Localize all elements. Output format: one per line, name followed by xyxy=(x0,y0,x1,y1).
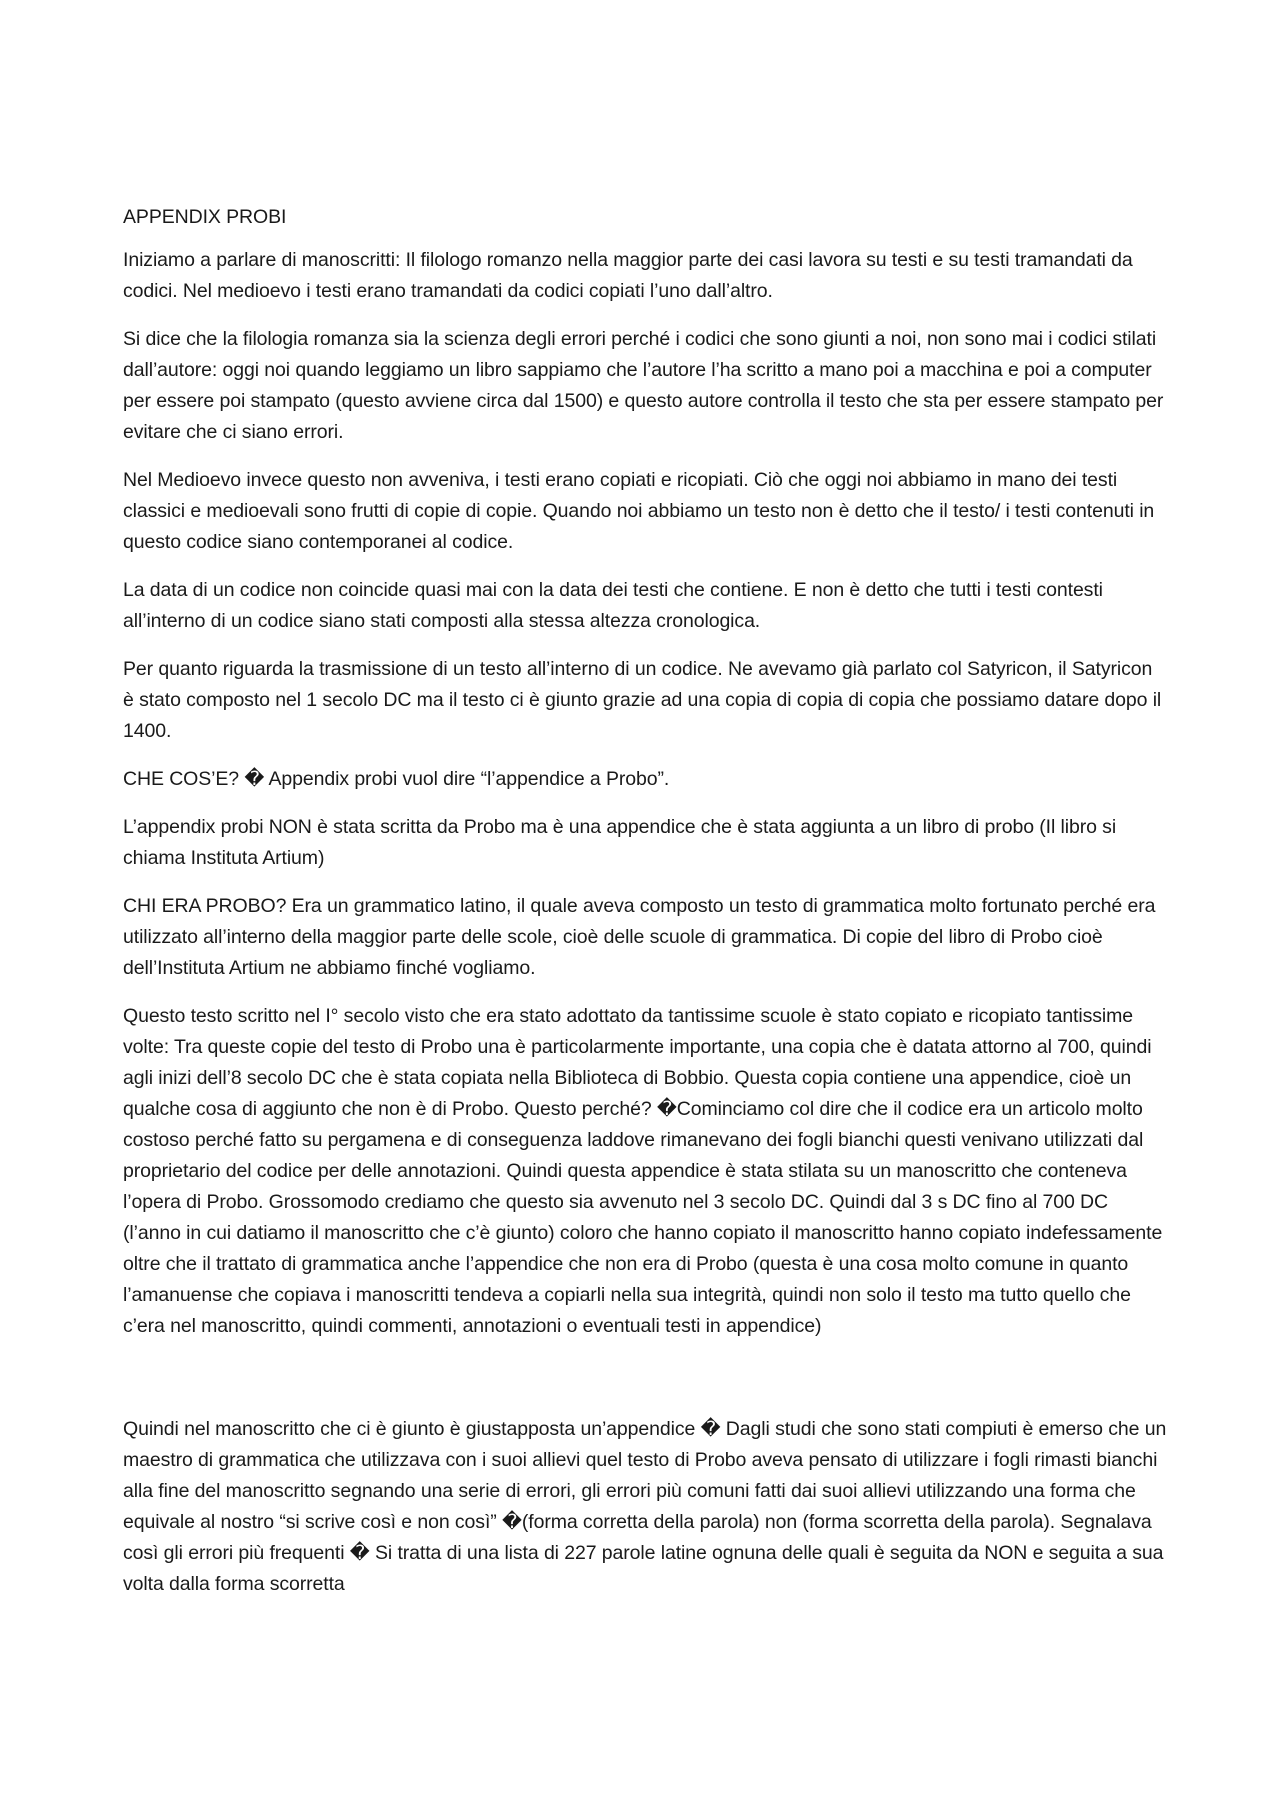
paragraph-medieval-copies: Nel Medioevo invece questo non avveniva, i testi erano copiati e ricopiati. Ciò che oggi noi abbiamo in mano dei testi classici e medioevali sono frutti di copie di copie. Quando noi abbiamo un testo non è detto che il testo/ i testi contenuti in questo codice siano contemporanei al codice. xyxy=(123,469,1155,553)
paragraph-what-is-it: CHE COS’E? � Appendix probi vuol dire “l’appendice a Probo”. xyxy=(123,768,670,790)
document-page xyxy=(123,204,1168,1617)
paragraph-appendix-errors: Quindi nel manoscritto che ci è giunto è giustapposta un’appendice � Dagli studi che sono stati compiuti è emerso che un maestro di grammatica che utilizzava con i suoi allievi quel testo di Probo aveva pensato di utilizzare i fogli rimasti bianchi alla fine del manoscritto segnando una serie di errori, gli errori più comuni fatti dai suoi allievi utilizzando una forma che equivale al nostro “si scrive così e non così” �(forma corretta della parola) non (forma scorretta della parola). Segnalava così gli errori più frequenti � Si tratta di una lista di 227 parole latine ognuna delle quali è seguita da NON e seguita a sua volta dalla forma scorretta xyxy=(123,1418,1167,1595)
paragraph-manuscripts-intro: Iniziamo a parlare di manoscritti: Il filologo romanzo nella maggior parte dei casi lavora su testi e su testi tramandati da codici. Nel medioevo i testi erano tramandati da codici copiati l’uno dall’altro. xyxy=(123,249,1133,302)
paragraph-who-was-probo: CHI ERA PROBO? Era un grammatico latino, il quale aveva composto un testo di grammatica molto fortunato perché era utilizzato all’interno della maggior parte delle scole, cioè delle scuole di grammatica. Di copie del libro di Probo cioè dell’Instituta Artium ne abbiamo finché vogliamo. xyxy=(123,895,1156,979)
paragraph-philology-errors: Si dice che la filologia romanza sia la scienza degli errori perché i codici che sono giunti a noi, non sono mai i codici stilati dall’autore: oggi noi quando leggiamo un libro sappiamo che l’autore l’ha scritto a mano poi a macchina e poi a computer per essere poi stampato (questo avviene circa dal 1500) e questo autore controlla il testo che sta per essere stampato per evitare che ci siano errori. xyxy=(123,328,1164,443)
blank-line xyxy=(123,1359,1168,1414)
paragraph-satyricon: Per quanto riguarda la trasmissione di un testo all’interno di un codice. Ne avevamo già parlato col Satyricon, il Satyricon è stato composto nel 1 secolo DC ma il testo ci è giunto grazie ad una copia di copia di copia che possiamo datare dopo il 1400. xyxy=(123,658,1162,742)
paragraph-codex-date: La data di un codice non coincide quasi mai con la data dei testi che contiene. E non è detto che tutti i testi contesti all’interno di un codice siano stati composti alla stessa altezza cronologica. xyxy=(123,579,1103,632)
paragraph-bobbio-copy: Questo testo scritto nel I° secolo visto che era stato adottato da tantissime scuole è stato copiato e ricopiato tantissime volte: Tra queste copie del testo di Probo una è particolarmente importante, una copia che è datata attorno al 700, quindi agli inizi dell’8 secolo DC che è stata copiata nella Biblioteca di Bobbio. Questa copia contiene una appendice, cioè un qualche cosa di aggiunto che non è di Probo. Questo perché? �Cominciamo col dire che il codice era un articolo molto costoso perché fatto su pergamena e di conseguenza laddove rimanevano dei fogli bianchi questi venivano utilizzati dal proprietario del codice per delle annotazioni. Quindi questa appendice è stata stilata su un manoscritto che conteneva l’opera di Probo. Grossomodo crediamo che questo sia avvenuto nel 3 secolo DC. Quindi dal 3 s DC fino al 700 DC (l’anno in cui datiamo il manoscritto che c’è giunto) coloro che hanno copiato il manoscritto hanno copiato indefessamente oltre che il trattato di grammatica anche l’appendice che non era di Probo (questa è una cosa molto comune in quanto l’amanuense che copiava i manoscritti tendeva a copiarli nella sua integrità, quindi non solo il testo ma tutto quello che c’era nel manoscritto, quindi commenti, annotazioni o eventuali testi in appendice) xyxy=(123,1005,1163,1337)
document-title: APPENDIX PROBI xyxy=(123,206,287,228)
paragraph-not-by-probo: L’appendix probi NON è stata scritta da Probo ma è una appendice che è stata aggiunta a un libro di probo (Il libro si chiama Instituta Artium) xyxy=(123,816,1117,869)
